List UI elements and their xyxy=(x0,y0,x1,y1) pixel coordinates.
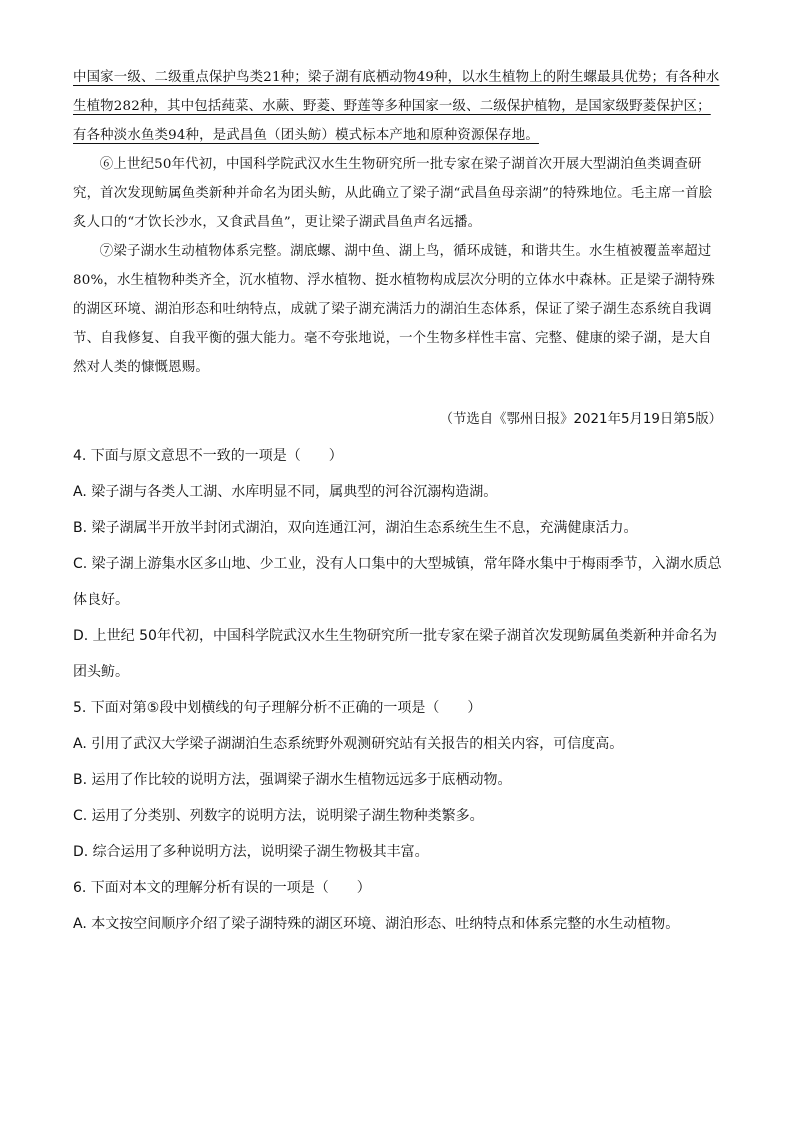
question-5-option-b: B. 运用了作比较的说明方法，强调梁子湖水生植物远远多于底栖动物。 xyxy=(73,772,512,788)
question-5-stem: 5. 下面对第⑤段中划横线的句子理解分析不正确的一项是（ ） xyxy=(73,700,482,716)
paragraph-7: ⑦梁子湖水生动植物体系完整。湖底螺、湖中鱼、湖上鸟，循环成链，和谐共生。水生植被覆盖率超过80%，水生植物种类齐全，沉水植物、浮水植物、挺水植物构成层次分明的立体水中森林。正是梁子湖特殊的湖区环境、湖泊形态和吐纳特点，成就了梁子湖充满活力的湖泊生态体系，保证了梁子湖生态系统自我调节、自我修复、自我平衡的强大能力。毫不夸张地说，一个生物多样性丰富、完整、健康的梁子湖，是大自然对人类的慷慨恩赐。 xyxy=(73,244,715,375)
question-4-option-d: D. 上世纪 50年代初，中国科学院武汉水生生物研究所一批专家在梁子湖首次发现鲂属鱼类新种并命名为团头鲂。 xyxy=(73,628,717,680)
underlined-paragraph-5: 中国家一级、二级重点保护鸟类21种；梁子湖有底栖动物49种，以水生植物上的附生螺最具优势；有各种水生植物282种，其中包括莼菜、水蕨、野菱、野莲等多种国家一级、二级保护植物，是国家级野菱保护区；有各种淡水鱼类94种，是武昌鱼（团头鲂）模式标本产地和原种资源保存地。 xyxy=(73,70,720,143)
paragraph-6: ⑥上世纪50年代初，中国科学院武汉水生生物研究所一批专家在梁子湖首次开展大型湖泊鱼类调查研究，首次发现鲂属鱼类新种并命名为团头鲂，从此确立了梁子湖“武昌鱼母亲湖”的特殊地位。毛主席一首脍炙人口的“才饮长沙水，又食武昌鱼”，更让梁子湖武昌鱼声名远播。 xyxy=(73,157,713,230)
question-4-option-a: A. 梁子湖与各类人工湖、水库明显不同，属典型的河谷沉溺构造湖。 xyxy=(73,484,498,500)
question-6-stem: 6. 下面对本文的理解分析有误的一项是（ ） xyxy=(73,880,371,896)
article-body xyxy=(73,63,723,382)
article-source: （节选自《鄂州日报》2021年5月19日第5版） xyxy=(439,412,722,427)
questions-section xyxy=(73,438,723,942)
question-5-option-d: D. 综合运用了多种说明方法，说明梁子湖生物极其丰富。 xyxy=(73,844,429,860)
question-4-option-c: C. 梁子湖上游集水区多山地、少工业，没有人口集中的大型城镇，常年降水集中于梅雨季节，入湖水质总体良好。 xyxy=(73,556,722,608)
question-6-option-a: A. 本文按空间顺序介绍了梁子湖特殊的湖区环境、湖泊形态、吐纳特点和体系完整的水生动植物。 xyxy=(73,916,680,932)
question-5-option-a: A. 引用了武汉大学梁子湖湖泊生态系统野外观测研究站有关报告的相关内容，可信度高。 xyxy=(73,736,624,752)
question-4-option-b: B. 梁子湖属半开放半封闭式湖泊，双向连通江河，湖泊生态系统生生不息，充满健康活力。 xyxy=(73,520,638,536)
question-5-option-c: C. 运用了分类别、列数字的说明方法，说明梁子湖生物种类繁多。 xyxy=(73,808,484,824)
question-4-stem: 4. 下面与原文意思不一致的一项是（ ） xyxy=(73,448,343,464)
